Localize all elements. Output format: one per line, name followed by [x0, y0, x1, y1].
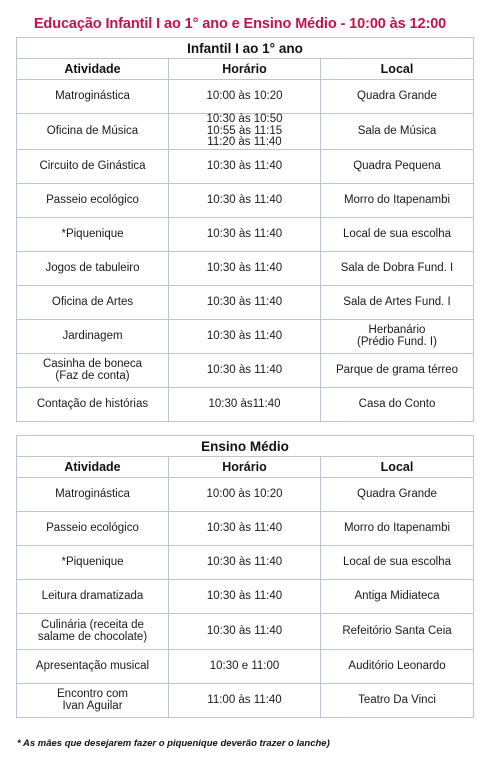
table-row [17, 512, 474, 546]
column-header-row [17, 59, 474, 80]
place-cell: Sala de Artes Fund. I [321, 286, 474, 320]
time-cell: 11:00 às 11:40 [169, 684, 321, 718]
time-cell: 10:30 às 11:40 [169, 614, 321, 650]
table-row [17, 320, 474, 354]
table-row [17, 478, 474, 512]
activity-cell: *Piquenique [17, 218, 169, 252]
table-row [17, 650, 474, 684]
table-row [17, 114, 474, 150]
activity-cell: Oficina de Música [17, 114, 169, 150]
activity-cell: Encontro com Ivan Aguilar [17, 684, 169, 718]
place-cell: Sala de Música [321, 114, 474, 150]
activity-header: Atividade [17, 59, 169, 80]
time-cell: 10:30 às 11:40 [169, 354, 321, 388]
place-cell: Local de sua escolha [321, 546, 474, 580]
activity-cell: Passeio ecológico [17, 512, 169, 546]
time-cell: 10:30 às 11:40 [169, 546, 321, 580]
activity-cell: Matroginástica [17, 80, 169, 114]
section-title: Ensino Médio [17, 436, 474, 457]
activity-header: Atividade [17, 457, 169, 478]
table-row [17, 150, 474, 184]
activity-cell: Oficina de Artes [17, 286, 169, 320]
time-header: Horário [169, 59, 321, 80]
schedule-table-infantil [16, 37, 474, 422]
activity-cell: Matroginástica [17, 478, 169, 512]
place-cell: Teatro Da Vinci [321, 684, 474, 718]
place-cell: Quadra Grande [321, 478, 474, 512]
table-row [17, 184, 474, 218]
table-row [17, 354, 474, 388]
table-row [17, 388, 474, 422]
place-cell: Sala de Dobra Fund. I [321, 252, 474, 286]
time-cell: 10:30 às 11:40 [169, 580, 321, 614]
place-cell: Parque de grama térreo [321, 354, 474, 388]
time-cell: 10:30 às 10:50 10:55 às 11:15 11:20 às 11:40 [169, 114, 321, 150]
place-cell: Antiga Midiateca [321, 580, 474, 614]
footnote: * As mães que desejarem fazer o piquenique deverão trazer o lanche) [17, 738, 330, 749]
time-cell: 10:00 às 10:20 [169, 478, 321, 512]
table-row [17, 218, 474, 252]
place-header: Local [321, 457, 474, 478]
table-row [17, 546, 474, 580]
place-cell: Auditório Leonardo [321, 650, 474, 684]
place-cell: Herbanário (Prédio Fund. I) [321, 320, 474, 354]
time-cell: 10:30 às 11:40 [169, 512, 321, 546]
time-cell: 10:30 às 11:40 [169, 218, 321, 252]
time-header: Horário [169, 457, 321, 478]
place-cell: Quadra Pequena [321, 150, 474, 184]
activity-cell: Circuito de Ginástica [17, 150, 169, 184]
time-cell: 10:00 às 10:20 [169, 80, 321, 114]
activity-cell: Leitura dramatizada [17, 580, 169, 614]
activity-cell: Jogos de tabuleiro [17, 252, 169, 286]
place-cell: Local de sua escolha [321, 218, 474, 252]
activity-cell: Apresentação musical [17, 650, 169, 684]
time-cell: 10:30 às 11:40 [169, 150, 321, 184]
activity-cell: Casinha de boneca (Faz de conta) [17, 354, 169, 388]
column-header-row [17, 457, 474, 478]
time-cell: 10:30 às 11:40 [169, 286, 321, 320]
schedule-table-ensino-medio [16, 435, 474, 718]
activity-cell: Jardinagem [17, 320, 169, 354]
place-cell: Quadra Grande [321, 80, 474, 114]
place-cell: Morro do Itapenambi [321, 512, 474, 546]
activity-cell: *Piquenique [17, 546, 169, 580]
table-row [17, 614, 474, 650]
table-row [17, 580, 474, 614]
time-cell: 10:30 às 11:40 [169, 184, 321, 218]
place-cell: Refeitório Santa Ceia [321, 614, 474, 650]
table-row [17, 684, 474, 718]
time-cell: 10:30 e 11:00 [169, 650, 321, 684]
activity-cell: Culinária (receita de salame de chocolate) [17, 614, 169, 650]
activity-cell: Contação de histórias [17, 388, 169, 422]
time-cell: 10:30 às11:40 [169, 388, 321, 422]
page-title: Educação Infantil I ao 1° ano e Ensino Médio - 10:00 às 12:00 [33, 16, 447, 32]
table-row [17, 252, 474, 286]
time-cell: 10:30 às 11:40 [169, 320, 321, 354]
place-cell: Casa do Conto [321, 388, 474, 422]
place-cell: Morro do Itapenambi [321, 184, 474, 218]
place-header: Local [321, 59, 474, 80]
table-row [17, 286, 474, 320]
section-title: Infantil I ao 1° ano [17, 38, 474, 59]
activity-cell: Passeio ecológico [17, 184, 169, 218]
time-cell: 10:30 às 11:40 [169, 252, 321, 286]
table-row [17, 80, 474, 114]
